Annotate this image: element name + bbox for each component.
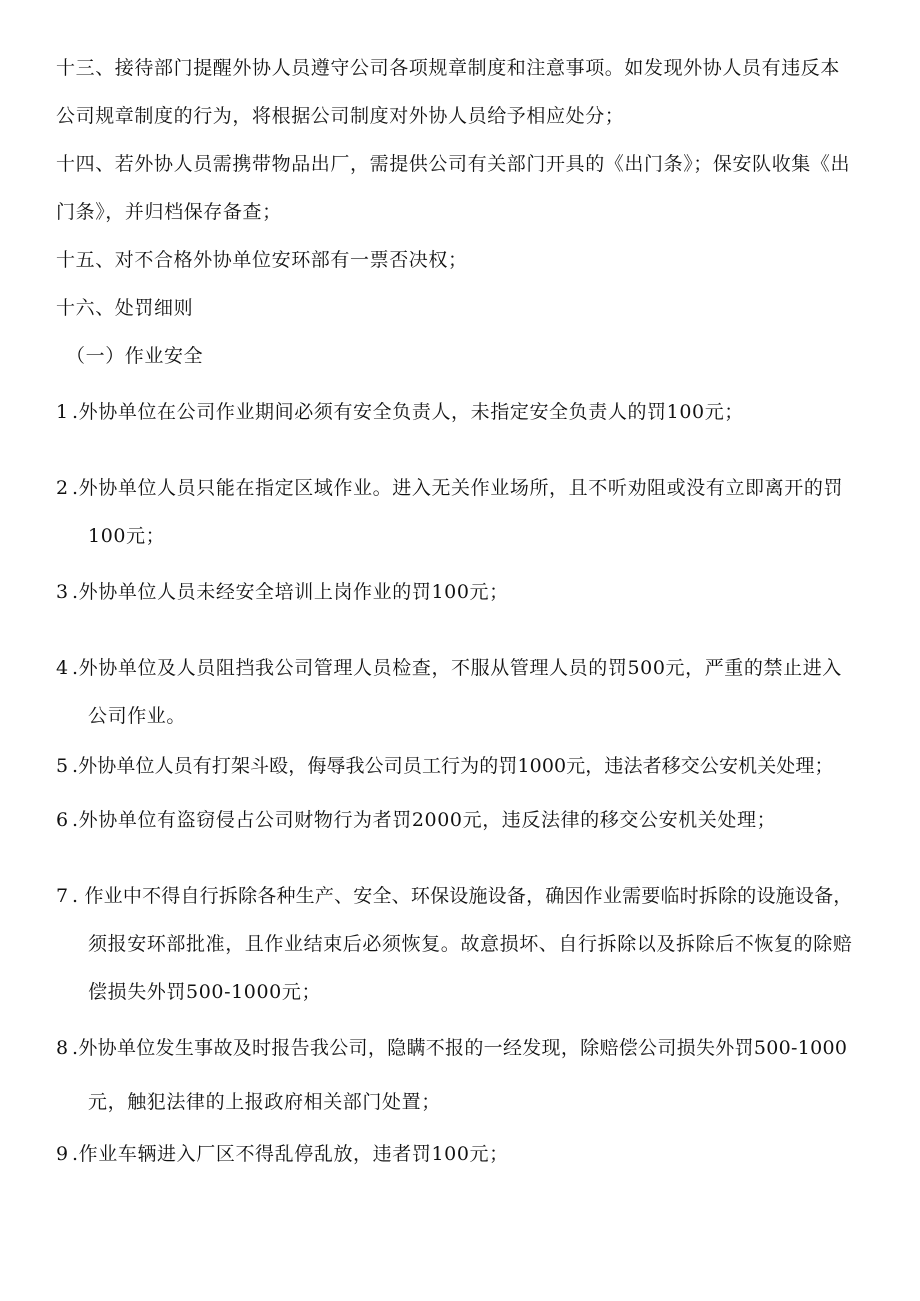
paragraph-14-line-2: 门条》，并归档保存备查； bbox=[56, 201, 282, 223]
list-item-number: 8 bbox=[56, 1037, 69, 1059]
list-item-number: 1 bbox=[56, 401, 69, 423]
list-item-text: .外协单位人员只能在指定区域作业。进入无关作业场所，且不听劝阻或没有立即离开的罚 bbox=[72, 477, 844, 499]
list-item-text: .外协单位在公司作业期间必须有安全负责人，未指定安全负责人的罚100元； bbox=[72, 401, 744, 423]
list-item-number: 3 bbox=[56, 581, 69, 603]
list-item-text: 元，触犯法律的上报政府相关部门处置； bbox=[88, 1091, 441, 1113]
list-item-number: 5 bbox=[56, 755, 69, 777]
list-item-text: .外协单位及人员阻挡我公司管理人员检查，不服从管理人员的罚500元，严重的禁止进入 bbox=[72, 657, 842, 679]
paragraph-13-line-1: 十三、接待部门提醒外协人员遵守公司各项规章制度和注意事项。如发现外协人员有违反本 bbox=[56, 57, 841, 79]
list-item-text: 偿损失外罚500-1000元； bbox=[88, 981, 322, 1003]
list-item-text: 公司作业。 bbox=[88, 705, 187, 727]
paragraph-13-line-2: 公司规章制度的行为，将根据公司制度对外协人员给予相应处分； bbox=[56, 105, 625, 127]
list-item-text: 须报安环部批准，且作业结束后必须恢复。故意损坏、自行拆除以及拆除后不恢复的除赔 bbox=[88, 933, 853, 955]
list-item-number: 7 bbox=[56, 885, 69, 907]
list-item-text: 100元； bbox=[88, 525, 166, 547]
list-item-number: 4 bbox=[56, 657, 69, 679]
list-item-text: . 作业中不得自行拆除各种生产、安全、环保设施设备，确因作业需要临时拆除的设施设备， bbox=[72, 885, 853, 907]
paragraph-15-line-1: 十五、对不合格外协单位安环部有一票否决权； bbox=[56, 249, 468, 271]
list-item-number: 9 bbox=[56, 1143, 69, 1165]
paragraph-14-line-1: 十四、若外协人员需携带物品出厂，需提供公司有关部门开具的《出门条》；保安队收集《出 bbox=[56, 153, 851, 175]
list-item-text: .作业车辆进入厂区不得乱停乱放，违者罚100元； bbox=[72, 1143, 509, 1165]
paragraph-16-heading: 十六、处罚细则 bbox=[56, 297, 194, 319]
section-subheading: （一）作业安全 bbox=[66, 345, 204, 367]
list-item-number: 2 bbox=[56, 477, 69, 499]
list-item-text: .外协单位有盗窃侵占公司财物行为者罚2000元，违反法律的移交公安机关处理； bbox=[72, 809, 777, 831]
list-item-text: .外协单位人员有打架斗殴，侮辱我公司员工行为的罚1000元，违法者移交公安机关处理； bbox=[72, 755, 834, 777]
list-item-number: 6 bbox=[56, 809, 69, 831]
list-item-text: .外协单位人员未经安全培训上岗作业的罚100元； bbox=[72, 581, 509, 603]
list-item-text: .外协单位发生事故及时报告我公司，隐瞒不报的一经发现，除赔偿公司损失外罚500-1000 bbox=[72, 1037, 848, 1059]
